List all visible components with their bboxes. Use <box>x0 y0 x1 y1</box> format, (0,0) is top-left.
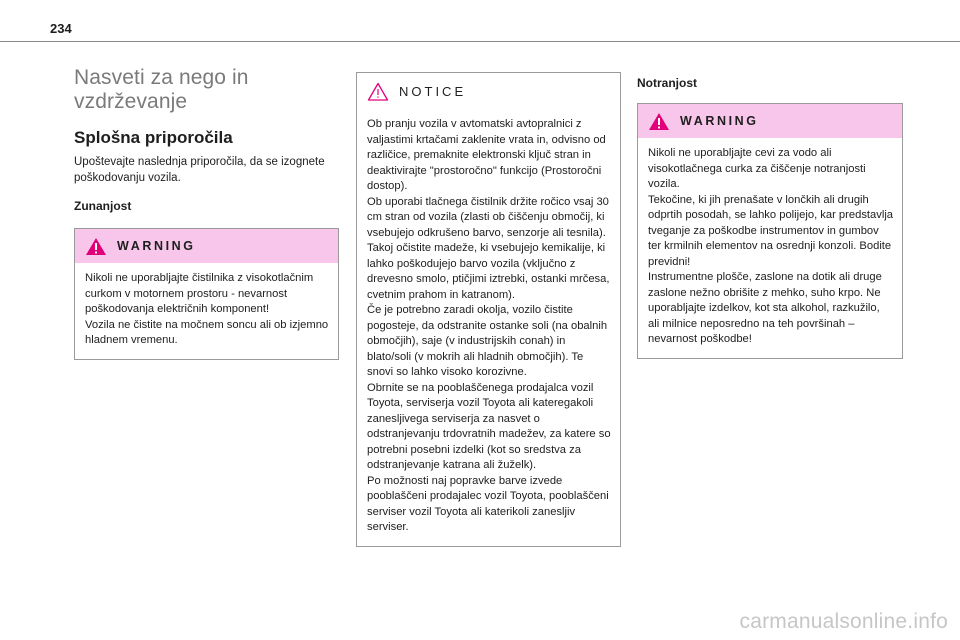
left-column <box>74 66 339 360</box>
page-title-line1: Nasveti za nego in <box>74 66 249 89</box>
notice-body <box>357 109 620 546</box>
page-title <box>74 66 339 114</box>
notice-header <box>357 73 620 109</box>
notice-paragraph: Če je potrebno zaradi okolja, vozilo čistite pogosteje, da odstranite ostanke soli (na obalnih območjih), saje (v industrijskih conah) in blato/soli (v mokrih ali hladnih območjih). Te snovi so lahko visoko korozivne. <box>367 304 608 378</box>
warning-label: WARNING <box>680 114 759 128</box>
section-title: Splošna priporočila <box>74 128 233 147</box>
right-column <box>637 66 903 359</box>
warning-box-interior <box>637 103 903 359</box>
page-number: 234 <box>50 21 72 36</box>
warning-triangle-icon <box>648 112 670 131</box>
notice-box <box>356 72 621 547</box>
notice-paragraph: Obrnite se na pooblaščenega prodajalca vozil Toyota, serviserja vozil Toyota ali kateregakoli zanesljivega serviserja za nasvet o odstranjevanju trdovratnih madežev, za katere so potrebni posebni izdelki (kot so sredstva za odstranjevanje katrana ali žuželk). <box>367 381 611 471</box>
warning-box-exterior <box>74 228 339 360</box>
intro-text: Upoštevajte naslednja priporočila, da se izognete poškodovanju vozila. <box>74 156 325 184</box>
header-divider <box>0 41 960 42</box>
warning-paragraph: Nikoli ne uporabljajte cevi za vodo ali visokotlačnega curka za čiščenje notranjosti vozila. <box>648 147 866 190</box>
warning-paragraph: Nikoli ne uporabljajte čistilnika z visokotlačnim curkom v motornem prostoru - nevarnost poškodovanja električnih komponent! <box>85 272 314 315</box>
subheading-interior: Notranjost <box>637 76 697 90</box>
warning-triangle-icon <box>85 237 107 256</box>
watermark: carmanualsonline.info <box>739 610 948 633</box>
warning-paragraph: Instrumentne plošče, zaslone na dotik ali druge zaslone nežno obrišite z mehko, suho krpo. Ne uporabljajte izdelkov, kot sta alkohol, razkužilo, ali milnice neposredno na teh površinah – nevarnost poškodbe! <box>648 271 882 345</box>
notice-paragraph: Takoj očistite madeže, ki vsebujejo kemikalije, ki lahko poškodujejo barvo vozila (vključno z drevesno smolo, ptičjimi iztrebki, ostanki mrčesa, cvetnim prahom in katranom). <box>367 242 610 301</box>
notice-label: NOTICE <box>399 83 467 99</box>
warning-body <box>75 263 338 359</box>
notice-triangle-icon <box>367 82 389 101</box>
subheading-exterior: Zunanjost <box>74 199 132 213</box>
warning-header <box>638 104 902 138</box>
notice-paragraph: Po možnosti naj popravke barve izvede pooblaščeni prodajalec vozil Toyota, pooblaščeni serviser vozil Toyota ali katerikoli zanesljiv serviser. <box>367 474 609 533</box>
warning-label: WARNING <box>117 239 196 253</box>
page-title-line2: vzdrževanje <box>74 90 188 113</box>
warning-paragraph: Tekočine, ki jih prenašate v lončkih ali drugih odprtih posodah, se lahko polijejo, kar predstavlja tveganje za poškodbe instrumentov in gumbov ter krmilnih elementov na osrednji konzoli. Bodite previdni! <box>648 193 894 268</box>
middle-column <box>356 72 621 547</box>
warning-header <box>75 229 338 263</box>
warning-paragraph: Vozila ne čistite na močnem soncu ali ob izjemno hladnem vremenu. <box>85 318 329 346</box>
warning-body <box>638 138 902 358</box>
notice-paragraph: Ob pranju vozila v avtomatski avtopralnici z valjastimi krtačami zaklenite vrata in, odvisno od različice, premaknite elektronski ključ stran in deaktivirajte "prostoročno" funkcijo (Prostoročni dostop). <box>367 118 606 192</box>
notice-paragraph: Ob uporabi tlačnega čistilnik držite ročico vsaj 30 cm stran od vozila (zlasti ob čiščenju območij, ki vsebujejo odkrušeno barvo, senzorje ali tesnila). <box>367 195 609 239</box>
